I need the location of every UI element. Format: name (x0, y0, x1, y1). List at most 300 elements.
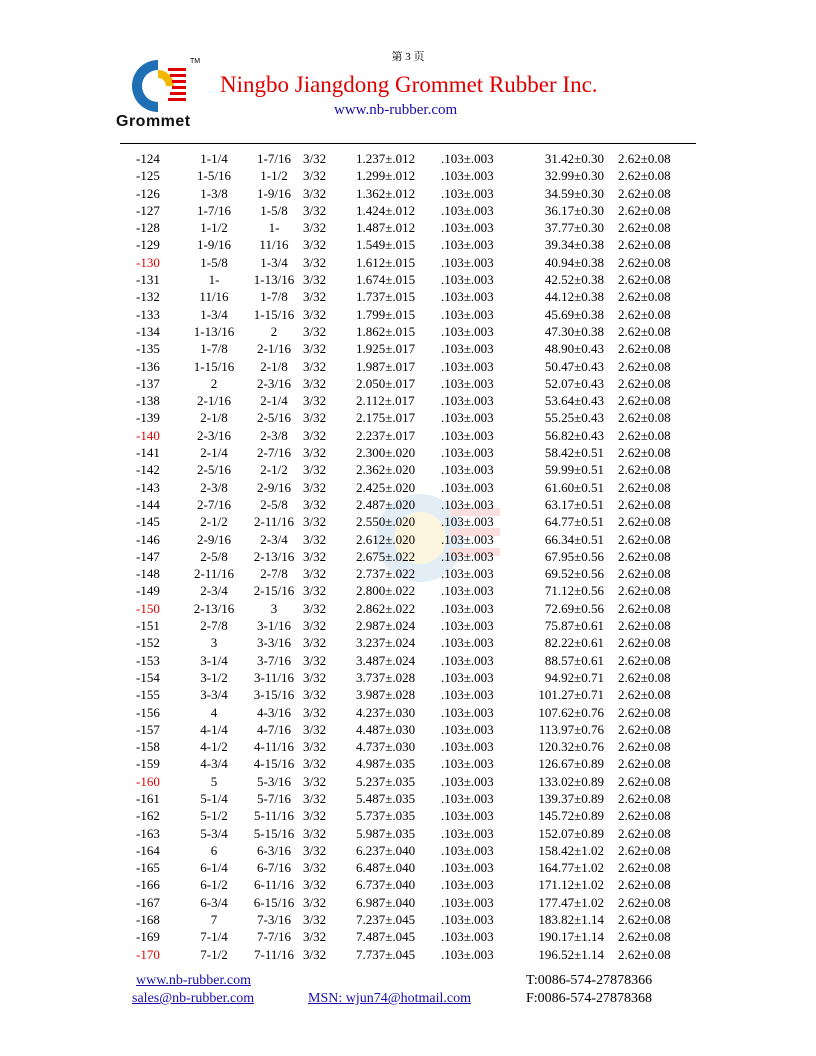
footer-fax: F:0086-574-27878368 (526, 991, 652, 1006)
table-cell-e: .103±.003 (441, 721, 494, 737)
table-cell-e: .103±.003 (441, 860, 494, 876)
oring-size-table (0, 150, 816, 963)
table-cell-f: 72.69±0.56 (544, 600, 604, 616)
table-cell-d: 2.237±.017 (356, 427, 416, 443)
table-cell-g: 2.62±0.08 (618, 272, 671, 288)
table-cell-f: 196.52±1.14 (538, 946, 604, 962)
table-cell-d: 6.737±.040 (356, 877, 416, 893)
table-cell-code: -166 (136, 877, 160, 893)
table-cell-b: 1- (268, 220, 280, 236)
table-cell-g: 2.62±0.08 (618, 323, 671, 339)
table-row (0, 617, 816, 634)
table-row (0, 946, 816, 963)
table-cell-c: 3/32 (303, 341, 327, 357)
table-cell-c: 3/32 (303, 739, 327, 755)
table-cell-e: .103±.003 (441, 618, 494, 634)
table-cell-c: 3/32 (303, 185, 327, 201)
table-cell-b: 2-3/4 (260, 531, 288, 547)
table-cell-b: 4-3/16 (257, 704, 291, 720)
table-cell-g: 2.62±0.08 (618, 566, 671, 582)
table-cell-e: .103±.003 (441, 202, 494, 218)
table-row (0, 496, 816, 513)
footer-email-link[interactable]: sales@nb-rubber.com (132, 991, 255, 1006)
footer-website-link[interactable]: www.nb-rubber.com (136, 973, 251, 988)
table-cell-g: 2.62±0.08 (618, 202, 671, 218)
table-cell-f: 52.07±0.43 (544, 375, 604, 391)
table-cell-a: 2-7/16 (197, 496, 231, 512)
table-cell-e: .103±.003 (441, 168, 494, 184)
table-cell-e: .103±.003 (441, 393, 494, 409)
table-cell-f: 183.82±1.14 (538, 912, 604, 928)
table-cell-b: 7-11/16 (254, 946, 294, 962)
table-cell-b: 2-7/16 (257, 445, 291, 461)
table-cell-code: -135 (136, 341, 160, 357)
table-cell-f: 133.02±0.89 (538, 773, 604, 789)
table-cell-c: 3/32 (303, 479, 327, 495)
table-cell-code: -124 (136, 151, 160, 166)
table-row (0, 859, 816, 876)
table-cell-d: 1.549±.015 (356, 237, 416, 253)
table-cell-c: 3/32 (303, 272, 327, 288)
table-cell-code: -128 (136, 220, 160, 236)
table-cell-e: .103±.003 (441, 514, 494, 530)
table-cell-code: -144 (136, 496, 160, 512)
table-cell-a: 2-13/16 (193, 600, 235, 616)
table-row (0, 306, 816, 323)
table-cell-c: 3/32 (303, 669, 327, 685)
table-cell-c: 3/32 (303, 514, 327, 530)
table-cell-a: 1- (208, 272, 220, 288)
table-cell-a: 6-1/4 (200, 860, 228, 876)
table-cell-b: 2-3/16 (257, 375, 291, 391)
table-cell-d: 2.862±.022 (356, 600, 416, 616)
table-cell-b: 2-5/8 (260, 496, 288, 512)
table-cell-g: 2.62±0.08 (618, 220, 671, 236)
table-cell-c: 3/32 (303, 756, 327, 772)
table-cell-code: -168 (136, 912, 160, 928)
table-cell-c: 3/32 (303, 912, 327, 928)
table-cell-b: 11/16 (259, 237, 289, 253)
table-cell-b: 2-1/16 (257, 341, 291, 357)
table-row (0, 375, 816, 392)
table-row (0, 669, 816, 686)
table-cell-code: -145 (136, 514, 160, 530)
table-cell-f: 94.92±0.71 (544, 669, 604, 685)
table-cell-e: .103±.003 (441, 237, 494, 253)
table-cell-g: 2.62±0.08 (618, 894, 671, 910)
table-cell-e: .103±.003 (441, 375, 494, 391)
table-cell-a: 2-7/8 (200, 618, 228, 634)
table-cell-d: 6.987±.040 (356, 894, 416, 910)
table-cell-d: 2.800±.022 (356, 583, 416, 599)
table-cell-c: 3/32 (303, 548, 327, 564)
table-row (0, 773, 816, 790)
table-cell-d: 4.487±.030 (356, 721, 416, 737)
table-cell-code: -136 (136, 358, 160, 374)
table-cell-c: 3/32 (303, 168, 327, 184)
table-row (0, 219, 816, 236)
table-cell-f: 75.87±0.61 (544, 618, 604, 634)
table-cell-c: 3/32 (303, 531, 327, 547)
table-cell-a: 5-1/4 (200, 790, 228, 806)
table-cell-d: 2.987±.024 (356, 618, 416, 634)
table-cell-a: 1-3/4 (200, 306, 228, 322)
table-cell-g: 2.62±0.08 (618, 739, 671, 755)
table-cell-a: 1-3/8 (200, 185, 228, 201)
table-cell-d: 7.487±.045 (356, 929, 416, 945)
table-cell-b: 4-11/16 (254, 739, 294, 755)
table-cell-f: 50.47±0.43 (544, 358, 604, 374)
table-cell-g: 2.62±0.08 (618, 375, 671, 391)
table-cell-d: 5.987±.035 (356, 825, 416, 841)
table-cell-code: -126 (136, 185, 160, 201)
table-cell-e: .103±.003 (441, 341, 494, 357)
table-cell-a: 5-3/4 (200, 825, 228, 841)
table-cell-e: .103±.003 (441, 652, 494, 668)
table-cell-g: 2.62±0.08 (618, 531, 671, 547)
table-cell-code: -164 (136, 842, 160, 858)
footer-msn-link[interactable]: MSN: wjun74@hotmail.com (308, 991, 472, 1006)
table-cell-e: .103±.003 (441, 790, 494, 806)
table-cell-b: 1-9/16 (257, 185, 291, 201)
table-row (0, 842, 816, 859)
table-cell-a: 5-1/2 (200, 808, 228, 824)
table-cell-code: -156 (136, 704, 160, 720)
table-cell-c: 3/32 (303, 877, 327, 893)
table-cell-g: 2.62±0.08 (618, 756, 671, 772)
table-cell-b: 2-1/2 (260, 462, 288, 478)
table-row (0, 479, 816, 496)
table-cell-code: -143 (136, 479, 160, 495)
table-cell-e: .103±.003 (441, 445, 494, 461)
table-cell-a: 1-15/16 (193, 358, 235, 374)
table-cell-code: -158 (136, 739, 160, 755)
table-cell-a: 4-1/2 (200, 739, 228, 755)
table-cell-g: 2.62±0.08 (618, 514, 671, 530)
table-cell-f: 64.77±0.51 (544, 514, 604, 530)
table-cell-e: .103±.003 (441, 358, 494, 374)
table-cell-b: 3 (270, 600, 278, 616)
table-cell-d: 1.987±.017 (356, 358, 416, 374)
table-cell-f: 34.59±0.30 (544, 185, 604, 201)
table-cell-g: 2.62±0.08 (618, 410, 671, 426)
table-cell-f: 31.42±0.30 (544, 151, 604, 166)
table-cell-e: .103±.003 (441, 756, 494, 772)
table-cell-f: 126.67±0.89 (538, 756, 604, 772)
table-cell-a: 2-1/8 (200, 410, 228, 426)
table-cell-g: 2.62±0.08 (618, 306, 671, 322)
table-row (0, 582, 816, 599)
page-number: 第 3 页 (391, 51, 425, 63)
table-cell-f: 177.47±1.02 (538, 894, 604, 910)
table-cell-e: .103±.003 (441, 894, 494, 910)
table-cell-c: 3/32 (303, 652, 327, 668)
table-cell-code: -152 (136, 635, 160, 651)
table-cell-f: 145.72±0.89 (538, 808, 604, 824)
table-cell-f: 61.60±0.51 (544, 479, 604, 495)
table-cell-b: 6-7/16 (257, 860, 291, 876)
table-cell-f: 58.42±0.51 (544, 445, 604, 461)
table-cell-d: 2.675±.022 (356, 548, 416, 564)
table-cell-f: 48.90±0.43 (544, 341, 604, 357)
table-row (0, 444, 816, 461)
table-cell-f: 56.82±0.43 (544, 427, 604, 443)
table-row (0, 825, 816, 842)
table-cell-e: .103±.003 (441, 773, 494, 789)
table-cell-e: .103±.003 (441, 825, 494, 841)
table-cell-f: 71.12±0.56 (544, 583, 604, 599)
table-cell-g: 2.62±0.08 (618, 548, 671, 564)
table-cell-e: .103±.003 (441, 842, 494, 858)
table-cell-g: 2.62±0.08 (618, 825, 671, 841)
table-cell-d: 2.425±.020 (356, 479, 416, 495)
table-cell-d: 2.362±.020 (356, 462, 416, 478)
table-cell-code: -129 (136, 237, 160, 253)
table-row (0, 340, 816, 357)
table-cell-code: -138 (136, 393, 160, 409)
table-row (0, 928, 816, 945)
table-cell-code: -137 (136, 375, 160, 391)
table-cell-e: .103±.003 (441, 185, 494, 201)
table-cell-e: .103±.003 (441, 323, 494, 339)
table-cell-d: 7.237±.045 (356, 912, 416, 928)
table-cell-b: 3-1/16 (257, 618, 291, 634)
trademark-mark: TM (190, 58, 201, 65)
table-cell-e: .103±.003 (441, 877, 494, 893)
table-cell-c: 3/32 (303, 202, 327, 218)
table-cell-b: 2-7/8 (260, 566, 288, 582)
table-cell-d: 1.237±.012 (356, 151, 416, 166)
table-cell-a: 4 (210, 704, 218, 720)
table-cell-d: 5.237±.035 (356, 773, 416, 789)
table-row (0, 704, 816, 721)
table-cell-g: 2.62±0.08 (618, 151, 671, 166)
table-cell-c: 3/32 (303, 410, 327, 426)
table-row (0, 185, 816, 202)
table-cell-b: 2-1/4 (260, 393, 288, 409)
table-cell-code: -157 (136, 721, 160, 737)
table-cell-f: 63.17±0.51 (544, 496, 604, 512)
table-cell-a: 2-5/8 (200, 548, 228, 564)
table-cell-c: 3/32 (303, 773, 327, 789)
table-cell-g: 2.62±0.08 (618, 393, 671, 409)
table-cell-b: 4-15/16 (253, 756, 295, 772)
table-row (0, 254, 816, 271)
table-cell-e: .103±.003 (441, 306, 494, 322)
table-cell-d: 3.987±.028 (356, 687, 416, 703)
table-row (0, 565, 816, 582)
table-cell-code: -134 (136, 323, 160, 339)
table-cell-a: 6 (210, 842, 218, 858)
table-cell-a: 1-9/16 (197, 237, 231, 253)
table-cell-d: 1.925±.017 (356, 341, 416, 357)
table-row (0, 513, 816, 530)
table-cell-d: 3.237±.024 (356, 635, 416, 651)
table-row (0, 911, 816, 928)
table-cell-e: .103±.003 (441, 462, 494, 478)
table-cell-c: 3/32 (303, 894, 327, 910)
table-cell-e: .103±.003 (441, 583, 494, 599)
table-cell-code: -159 (136, 756, 160, 772)
table-cell-c: 3/32 (303, 220, 327, 236)
table-cell-c: 3/32 (303, 704, 327, 720)
table-row (0, 288, 816, 305)
table-cell-code: -160 (136, 773, 160, 789)
table-cell-g: 2.62±0.08 (618, 773, 671, 789)
table-row (0, 427, 816, 444)
table-cell-g: 2.62±0.08 (618, 358, 671, 374)
table-row (0, 790, 816, 807)
table-cell-code: -154 (136, 669, 160, 685)
table-cell-f: 82.22±0.61 (544, 635, 604, 651)
table-cell-b: 2 (270, 323, 278, 339)
table-cell-f: 152.07±0.89 (538, 825, 604, 841)
table-cell-g: 2.62±0.08 (618, 704, 671, 720)
table-cell-a: 6-1/2 (200, 877, 228, 893)
table-cell-g: 2.62±0.08 (618, 496, 671, 512)
table-cell-e: .103±.003 (441, 704, 494, 720)
table-cell-g: 2.62±0.08 (618, 808, 671, 824)
table-cell-c: 3/32 (303, 808, 327, 824)
table-cell-e: .103±.003 (441, 496, 494, 512)
table-cell-b: 5-11/16 (254, 808, 294, 824)
table-cell-e: .103±.003 (441, 479, 494, 495)
table-cell-d: 6.237±.040 (356, 842, 416, 858)
table-row (0, 894, 816, 911)
table-cell-b: 1-7/16 (257, 151, 291, 166)
table-cell-g: 2.62±0.08 (618, 618, 671, 634)
header-divider (120, 143, 696, 144)
table-cell-f: 42.52±0.38 (544, 272, 604, 288)
table-cell-e: .103±.003 (441, 289, 494, 305)
table-cell-g: 2.62±0.08 (618, 842, 671, 858)
table-cell-a: 2-9/16 (197, 531, 231, 547)
table-cell-f: 164.77±1.02 (538, 860, 604, 876)
table-cell-g: 2.62±0.08 (618, 721, 671, 737)
table-cell-f: 32.99±0.30 (544, 168, 604, 184)
table-cell-g: 2.62±0.08 (618, 946, 671, 962)
table-cell-code: -153 (136, 652, 160, 668)
table-cell-g: 2.62±0.08 (618, 877, 671, 893)
table-cell-g: 2.62±0.08 (618, 237, 671, 253)
table-cell-f: 120.32±0.76 (538, 739, 604, 755)
table-cell-f: 101.27±0.71 (538, 687, 604, 703)
table-cell-code: -141 (136, 445, 160, 461)
table-cell-b: 2-9/16 (257, 479, 291, 495)
table-row (0, 531, 816, 548)
table-cell-e: .103±.003 (441, 220, 494, 236)
table-cell-b: 4-7/16 (257, 721, 291, 737)
table-cell-g: 2.62±0.08 (618, 600, 671, 616)
table-cell-f: 59.99±0.51 (544, 462, 604, 478)
table-cell-d: 7.737±.045 (356, 946, 416, 962)
table-cell-d: 2.550±.020 (356, 514, 416, 530)
table-cell-f: 55.25±0.43 (544, 410, 604, 426)
table-cell-code: -161 (136, 790, 160, 806)
table-cell-c: 3/32 (303, 842, 327, 858)
table-cell-g: 2.62±0.08 (618, 635, 671, 651)
table-cell-f: 37.77±0.30 (544, 220, 604, 236)
table-cell-code: -167 (136, 894, 160, 910)
table-cell-a: 1-7/16 (197, 202, 231, 218)
table-cell-g: 2.62±0.08 (618, 583, 671, 599)
table-cell-e: .103±.003 (441, 566, 494, 582)
table-cell-a: 1-1/4 (200, 151, 228, 166)
table-cell-c: 3/32 (303, 445, 327, 461)
table-cell-a: 4-1/4 (200, 721, 228, 737)
table-cell-e: .103±.003 (441, 254, 494, 270)
table-cell-code: -125 (136, 168, 160, 184)
table-cell-b: 2-11/16 (254, 514, 294, 530)
table-cell-f: 40.94±0.38 (544, 254, 604, 270)
header-website-link[interactable]: www.nb-rubber.com (334, 102, 458, 118)
table-cell-d: 5.737±.035 (356, 808, 416, 824)
table-cell-e: .103±.003 (441, 687, 494, 703)
table-cell-g: 2.62±0.08 (618, 254, 671, 270)
table-cell-f: 69.52±0.56 (544, 566, 604, 582)
table-cell-c: 3/32 (303, 151, 327, 166)
table-cell-code: -140 (136, 427, 160, 443)
table-cell-code: -146 (136, 531, 160, 547)
table-cell-c: 3/32 (303, 566, 327, 582)
table-cell-b: 3-11/16 (254, 669, 294, 685)
table-cell-e: .103±.003 (441, 635, 494, 651)
table-cell-g: 2.62±0.08 (618, 462, 671, 478)
table-cell-b: 2-15/16 (253, 583, 295, 599)
table-cell-g: 2.62±0.08 (618, 860, 671, 876)
table-cell-code: -170 (136, 946, 160, 962)
table-cell-a: 1-7/8 (200, 341, 228, 357)
table-cell-g: 2.62±0.08 (618, 445, 671, 461)
table-cell-d: 2.050±.017 (356, 375, 416, 391)
table-cell-code: -147 (136, 548, 160, 564)
table-row (0, 167, 816, 184)
table-cell-c: 3/32 (303, 929, 327, 945)
table-cell-g: 2.62±0.08 (618, 652, 671, 668)
table-cell-b: 2-3/8 (260, 427, 288, 443)
table-row (0, 721, 816, 738)
table-cell-c: 3/32 (303, 635, 327, 651)
table-cell-a: 2-3/4 (200, 583, 228, 599)
table-cell-e: .103±.003 (441, 946, 494, 962)
table-row (0, 409, 816, 426)
table-cell-a: 1-1/2 (200, 220, 228, 236)
table-cell-f: 158.42±1.02 (538, 842, 604, 858)
table-cell-d: 4.737±.030 (356, 739, 416, 755)
table-cell-code: -131 (136, 272, 160, 288)
table-cell-c: 3/32 (303, 462, 327, 478)
table-cell-e: .103±.003 (441, 531, 494, 547)
table-cell-b: 7-3/16 (257, 912, 291, 928)
table-cell-g: 2.62±0.08 (618, 185, 671, 201)
table-cell-c: 3/32 (303, 600, 327, 616)
table-cell-c: 3/32 (303, 687, 327, 703)
table-row (0, 202, 816, 219)
table-cell-a: 3-3/4 (200, 687, 228, 703)
table-cell-a: 3 (210, 635, 218, 651)
table-cell-a: 2 (210, 375, 218, 391)
table-cell-a: 7-1/4 (200, 929, 228, 945)
table-cell-a: 7 (210, 912, 218, 928)
table-cell-c: 3/32 (303, 618, 327, 634)
table-cell-d: 2.487±.020 (356, 496, 416, 512)
table-cell-c: 3/32 (303, 825, 327, 841)
table-cell-g: 2.62±0.08 (618, 669, 671, 685)
table-cell-code: -151 (136, 618, 160, 634)
table-cell-f: 190.17±1.14 (538, 929, 604, 945)
table-cell-b: 6-15/16 (253, 894, 295, 910)
table-row (0, 271, 816, 288)
